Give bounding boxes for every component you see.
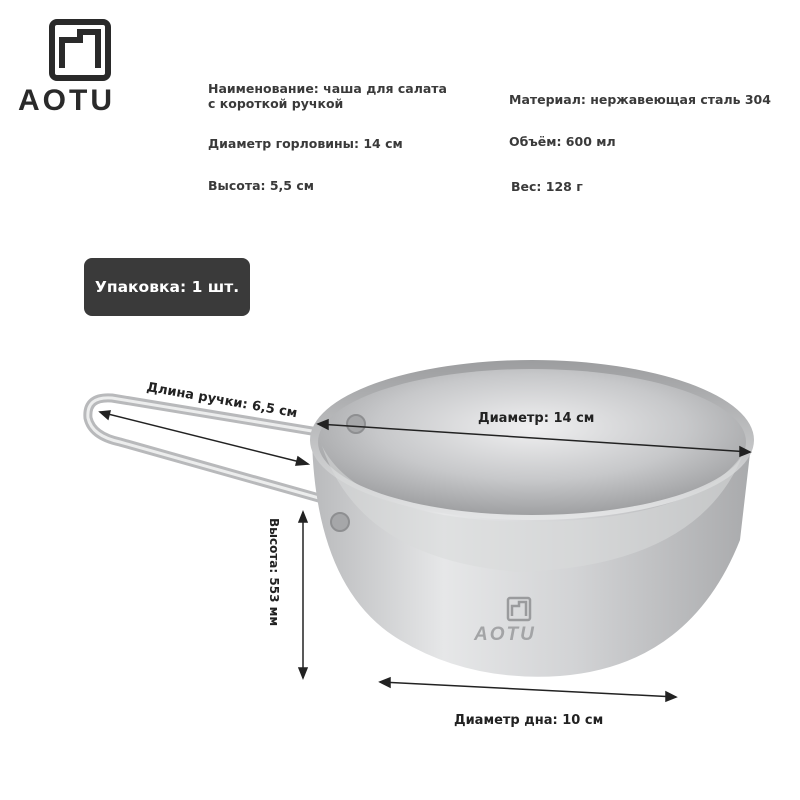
bottom-diameter-label: Диаметр дна: 10 см [454, 713, 604, 728]
spec-mouth-diameter: Диаметр горловины: 14 см [208, 136, 403, 151]
package-badge: Упаковка: 1 шт. [84, 258, 250, 316]
handle-length-label: Длина ручки: 6,5 см [145, 380, 299, 422]
svg-text:AOTU: AOTU [474, 624, 536, 645]
spec-weight: Вес: 128 г [511, 179, 583, 194]
spec-volume: Объём: 600 мл [509, 134, 616, 149]
height-label: Высота: 553 мм [267, 518, 281, 627]
diameter-label: Диаметр: 14 см [478, 411, 595, 426]
spec-height: Высота: 5,5 см [208, 178, 314, 193]
brand-logo-text: AOTU [18, 84, 115, 117]
spec-material: Материал: нержавеющая сталь 304 [509, 92, 771, 107]
spec-name: Наименование: чаша для салата с короткой ручкой [208, 81, 447, 111]
